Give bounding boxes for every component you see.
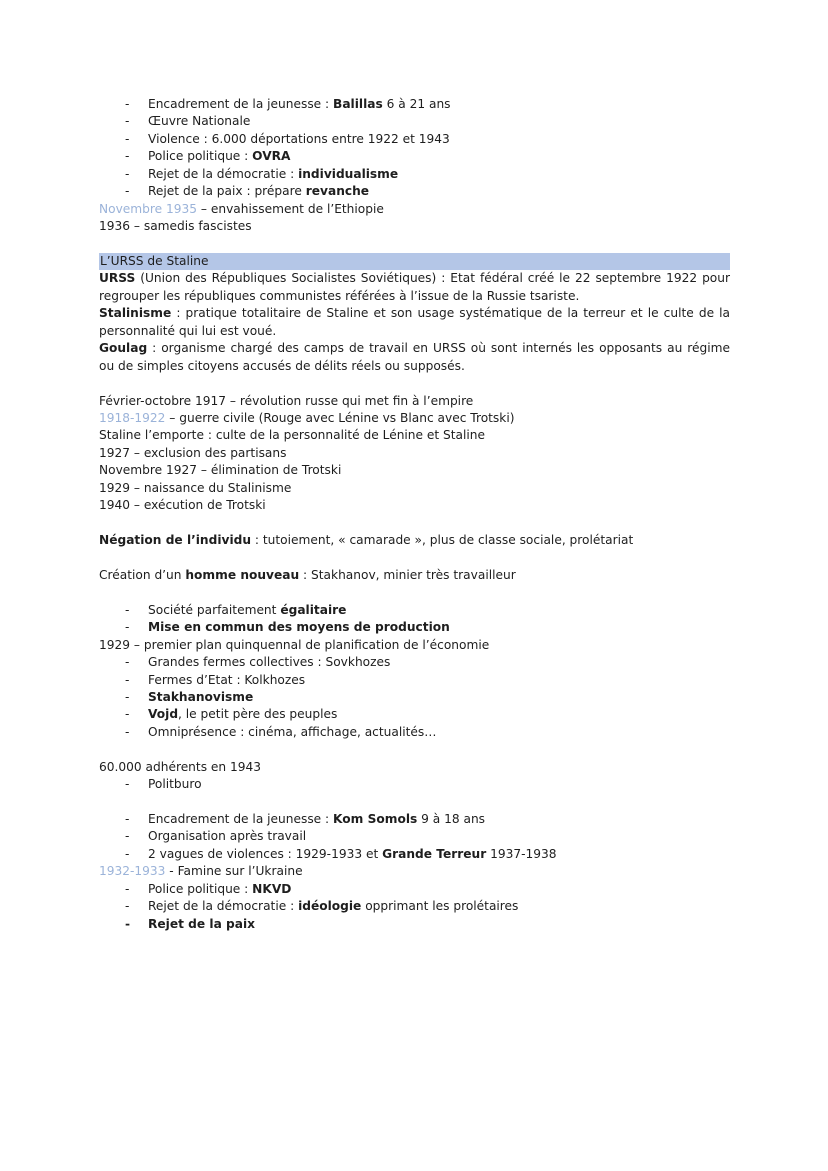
blank-line	[99, 549, 730, 566]
text-segment: Staline l’emporte : culte de la personnalité de Lénine et Staline	[99, 428, 486, 443]
bullet-item	[99, 183, 730, 200]
text-segment: Œuvre Nationale	[148, 114, 251, 129]
bullet-dash: -	[125, 881, 130, 896]
bold-term: homme nouveau	[185, 567, 300, 582]
bullet-dash: -	[125, 846, 130, 861]
text-segment: Grandes fermes collectives : Sovkhozes	[148, 655, 391, 670]
text-line	[99, 201, 730, 218]
bold-term: individualisme	[298, 166, 399, 181]
text-segment: : tutoiement, « camarade », plus de classe sociale, prolétariat	[251, 533, 634, 548]
bullet-dash: -	[125, 777, 130, 792]
bullet-item	[99, 706, 730, 723]
blank-line	[99, 515, 730, 532]
text-line	[99, 218, 730, 235]
bold-term: Grande Terreur	[382, 846, 487, 861]
text-segment: 1929 – naissance du Stalinisme	[99, 480, 292, 495]
bullet-item	[99, 689, 730, 706]
text-segment: Encadrement de la jeunesse :	[148, 812, 334, 827]
definition-paragraph	[99, 305, 730, 340]
section-heading	[99, 253, 730, 270]
bold-term: NKVD	[252, 881, 292, 896]
text-segment: Violence : 6.000 déportations entre 1922 et 1943	[148, 131, 450, 146]
document-page	[99, 96, 730, 933]
text-line	[99, 532, 730, 549]
bold-term: Stalinisme	[99, 306, 172, 321]
bullet-item	[99, 654, 730, 671]
text-segment: : pratique totalitaire de Staline et son usage systématique de la terreur et le culte de la personnalité qui lui est voué.	[99, 306, 730, 338]
blank-line	[99, 584, 730, 601]
text-segment: , le petit père des peuples	[178, 707, 338, 722]
text-segment: Société parfaitement	[148, 602, 281, 617]
text-segment: Rejet de la démocratie :	[148, 899, 299, 914]
bullet-dash: -	[125, 899, 130, 914]
text-segment: 1927 – exclusion des partisans	[99, 445, 287, 460]
text-line	[99, 637, 730, 654]
blank-line	[99, 794, 730, 811]
text-segment: 1940 – exécution de Trotski	[99, 498, 266, 513]
bullet-item	[99, 916, 730, 933]
text-segment: Février-octobre 1917 – révolution russe qui met fin à l’empire	[99, 393, 474, 408]
bullet-item	[99, 672, 730, 689]
date-text: Novembre 1935	[99, 201, 198, 216]
text-line	[99, 497, 730, 514]
text-segment: – envahissement de l’Ethiopie	[197, 201, 384, 216]
text-segment: Fermes d’Etat : Kolkhozes	[148, 672, 306, 687]
bullet-dash: -	[125, 672, 130, 687]
text-segment: Police politique :	[148, 149, 253, 164]
bullet-dash: -	[125, 184, 130, 199]
bullet-item	[99, 113, 730, 130]
text-segment: Novembre 1927 – élimination de Trotski	[99, 463, 342, 478]
text-segment: L’URSS de Staline	[100, 253, 209, 268]
text-segment: Police politique :	[148, 881, 253, 896]
bold-term: Kom Somols	[333, 812, 418, 827]
text-line	[99, 445, 730, 462]
bullet-item	[99, 846, 730, 863]
bold-term: Négation de l’individu	[99, 533, 252, 548]
bullet-item	[99, 811, 730, 828]
text-segment: Organisation après travail	[148, 829, 307, 844]
date-text: 1918-1922	[99, 410, 166, 425]
text-segment: 2 vagues de violences : 1929-1933 et	[148, 846, 383, 861]
bullet-item	[99, 166, 730, 183]
bullet-dash: -	[125, 812, 130, 827]
text-segment: - Famine sur l’Ukraine	[165, 864, 303, 879]
text-segment: Rejet de la démocratie :	[148, 166, 299, 181]
bullet-dash: -	[125, 655, 130, 670]
date-text: 1932-1933	[99, 864, 166, 879]
bold-term: Rejet de la paix	[148, 916, 256, 931]
text-segment: Omniprésence : cinéma, affichage, actualités…	[148, 724, 437, 739]
bullet-dash: -	[125, 97, 130, 111]
bullet-dash: -	[125, 114, 130, 129]
bullet-dash: -	[125, 131, 130, 146]
bullet-item	[99, 828, 730, 845]
text-segment: 1936 – samedis fascistes	[99, 219, 252, 234]
text-line	[99, 480, 730, 497]
bullet-dash: -	[125, 166, 130, 181]
text-segment: 9 à 18 ans	[417, 812, 486, 827]
bullet-dash: -	[125, 689, 130, 704]
bullet-item	[99, 619, 730, 636]
bold-term: Stakhanovisme	[148, 689, 254, 704]
text-line	[99, 759, 730, 776]
bullet-dash: -	[125, 724, 130, 739]
text-segment: Création d’un	[99, 567, 186, 582]
bullet-dash: -	[125, 707, 130, 722]
bold-term: revanche	[305, 184, 370, 199]
text-segment: Rejet de la paix : prépare	[148, 184, 306, 199]
blank-line	[99, 375, 730, 392]
bold-term: Balillas	[333, 97, 383, 111]
text-line	[99, 410, 730, 427]
text-segment: : organisme chargé des camps de travail en URSS où sont internés les opposants au régime ou de simples citoyens accusés de délits réels ou supposés.	[99, 341, 730, 373]
bullet-dash: -	[125, 916, 131, 931]
bullet-dash: -	[125, 829, 130, 844]
definition-paragraph	[99, 340, 730, 375]
bold-term: OVRA	[252, 149, 291, 164]
text-segment: Politburo	[148, 777, 202, 792]
bullet-dash: -	[125, 620, 130, 635]
bullet-dash: -	[125, 149, 130, 164]
text-segment: 1929 – premier plan quinquennal de planification de l’économie	[99, 637, 490, 652]
bullet-item	[99, 131, 730, 148]
bullet-item	[99, 602, 730, 619]
text-segment: Encadrement de la jeunesse :	[148, 97, 334, 111]
bold-term: égalitaire	[280, 602, 347, 617]
text-segment: : Stakhanov, minier très travailleur	[299, 567, 516, 582]
text-segment: 1937-1938	[486, 846, 557, 861]
text-line	[99, 427, 730, 444]
bold-term: idéologie	[298, 899, 362, 914]
definition-paragraph	[99, 270, 730, 305]
text-line	[99, 567, 730, 584]
bold-term: Vojd	[148, 707, 179, 722]
bullet-item	[99, 881, 730, 898]
bullet-item	[99, 148, 730, 165]
bullet-item	[99, 898, 730, 915]
bullet-item	[99, 724, 730, 741]
blank-line	[99, 236, 730, 253]
bold-term: Mise en commun des moyens de production	[148, 620, 450, 635]
text-segment: – guerre civile (Rouge avec Lénine vs Blanc avec Trotski)	[165, 410, 515, 425]
bullet-item	[99, 96, 730, 113]
text-segment: 6 à 21 ans	[382, 97, 451, 111]
blank-line	[99, 741, 730, 758]
text-line	[99, 462, 730, 479]
text-line	[99, 863, 730, 880]
bullet-dash: -	[125, 602, 130, 617]
bold-term: URSS	[99, 271, 136, 286]
text-line	[99, 393, 730, 410]
text-segment: 60.000 adhérents en 1943	[99, 759, 262, 774]
text-segment: opprimant les prolétaires	[361, 899, 519, 914]
bold-term: Goulag	[99, 341, 148, 356]
text-segment: (Union des Républiques Socialistes Soviétiques) : Etat fédéral créé le 22 septembre 1922 pour regrouper les républiques communistes référées à l’issue de la Russie tsariste.	[99, 271, 730, 303]
bullet-item	[99, 776, 730, 793]
